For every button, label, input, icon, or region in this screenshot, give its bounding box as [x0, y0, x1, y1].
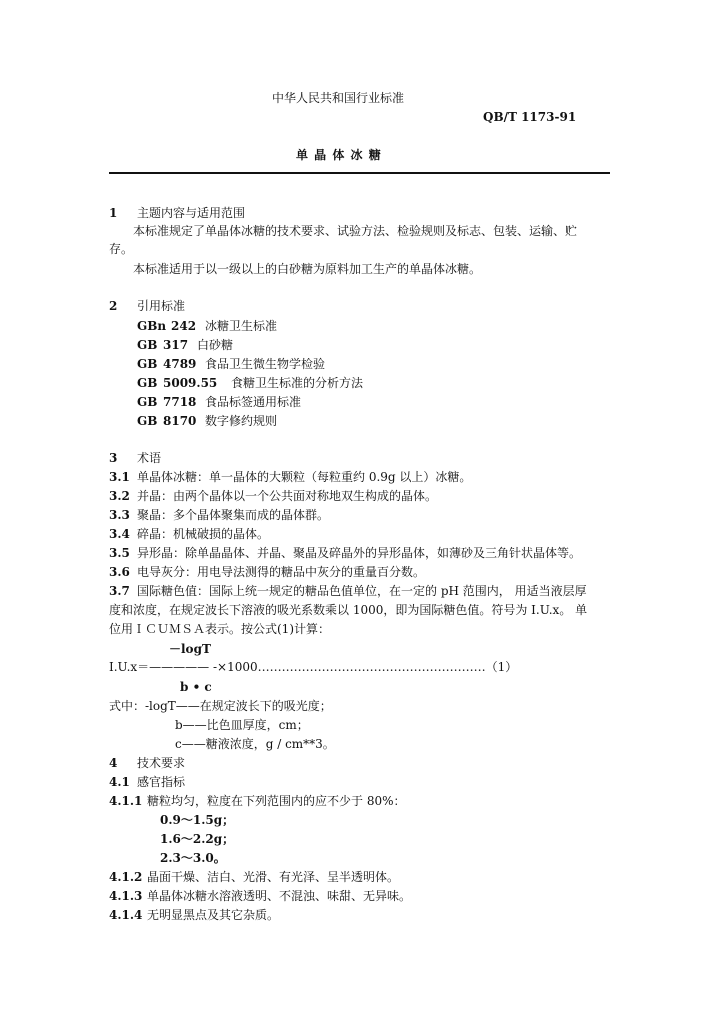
section-number: 2	[109, 299, 118, 313]
reference-item	[137, 336, 233, 354]
term-item	[109, 506, 329, 524]
requirement-item	[109, 887, 411, 905]
reference-prefix: GB	[137, 395, 158, 409]
requirement-text: 糖粒均匀，粒度在下列范围内的应不少于 80%：	[147, 794, 406, 808]
term-item	[109, 487, 437, 505]
reference-number: 317	[163, 338, 189, 352]
formula-legend: b——比色皿厚度，cm；	[175, 718, 309, 732]
reference-number: 7718	[163, 395, 197, 409]
requirement-number: 4.1.2	[109, 870, 143, 884]
size-range: 1.6～2.2g；	[160, 832, 235, 846]
reference-number: 4789	[163, 357, 197, 371]
section-title: 技术要求	[137, 756, 186, 770]
reference-title: 数字修约规则	[205, 414, 278, 428]
section-number: 3	[109, 451, 118, 465]
section-3-heading	[109, 449, 161, 467]
reference-item	[137, 317, 277, 335]
section-4-heading	[109, 754, 185, 772]
term-item	[109, 468, 471, 486]
term-text: 国际糖色值：国际上统一规定的糖品色值单位，在一定的 pH 范围内， 用适当液层厚	[137, 584, 587, 598]
reference-title: 冰糖卫生标准	[205, 319, 278, 333]
term-number: 3.3	[109, 508, 130, 522]
reference-item	[137, 355, 325, 373]
term-text: 电导灰分：用电导法测得的糖品中灰分的重量百分数。	[137, 565, 426, 579]
requirement-text: 无明显黑点及其它杂质。	[147, 908, 280, 922]
formula-denominator: b • c	[180, 680, 212, 694]
formula-legend: c——糖液浓度，g / cm**3。	[175, 737, 335, 751]
reference-prefix: GBn	[137, 319, 167, 333]
section-2-heading	[109, 297, 185, 315]
paragraph-line: 本标准规定了单晶体冰糖的技术要求、试验方法、检验规则及标志、包装、运输、贮	[133, 224, 578, 238]
term-number: 3.6	[109, 565, 130, 579]
header-divider	[109, 172, 610, 174]
term-text: 单晶体冰糖：单一晶体的大颗粒（每粒重约 0.9g 以上）冰糖。	[137, 470, 472, 484]
requirement-number: 4.1.4	[109, 908, 143, 922]
reference-prefix: GB	[137, 338, 158, 352]
term-text: 并晶：由两个晶体以一个公共面对称地双生构成的晶体。	[137, 489, 438, 503]
standard-code: QB/T 1173-91	[483, 110, 577, 124]
term-text: 聚晶：多个晶体聚集而成的晶体群。	[137, 508, 330, 522]
subsection-heading	[109, 773, 185, 791]
term-item	[109, 544, 581, 562]
paragraph-line: 位用ＩＣＵＭＳＡ表示。按公式(1)计算：	[109, 622, 330, 636]
reference-title: 食糖卫生标准的分析方法	[231, 376, 364, 390]
section-title: 术语	[137, 451, 162, 465]
requirement-text: 晶面干燥、洁白、光滑、有光泽、呈半透明体。	[147, 870, 400, 884]
paragraph-line: 本标准适用于以一级以上的白砂糖为原料加工生产的单晶体冰糖。	[133, 262, 482, 276]
reference-title: 食品标签通用标准	[205, 395, 302, 409]
page-title: 单 晶 体 冰 糖	[296, 148, 382, 162]
requirement-item	[109, 792, 406, 810]
section-number: 1	[109, 206, 118, 220]
formula-numerator: －logT	[169, 642, 211, 656]
term-text: 碎晶：机械破损的晶体。	[137, 527, 270, 541]
reference-item	[137, 393, 301, 411]
term-text: 异形晶：除单晶晶体、并晶、聚晶及碎晶外的异形晶体，如薄砂及三角针状晶体等。	[137, 546, 582, 560]
term-item	[109, 582, 587, 600]
requirement-text: 单晶体冰糖水溶液透明、不混浊、味甜、无异味。	[147, 889, 412, 903]
reference-prefix: GB	[137, 414, 158, 428]
size-range: 0.9～1.5g；	[160, 813, 235, 827]
reference-number: 5009.55	[163, 376, 218, 390]
term-number: 3.2	[109, 489, 130, 503]
term-number: 3.5	[109, 546, 130, 560]
paragraph-line: 度和浓度，在规定波长下溶液的吸光系数乘以 1000，即为国际糖色值。符号为 I.U.x。 单	[109, 603, 588, 617]
section-title: 引用标准	[137, 299, 186, 313]
requirement-number: 4.1.3	[109, 889, 143, 903]
paragraph-line: 存。	[109, 242, 134, 256]
publisher-line: 中华人民共和国行业标准	[272, 91, 405, 105]
section-1-heading	[109, 204, 245, 222]
section-title: 主题内容与适用范围	[137, 206, 246, 220]
reference-number: 242	[171, 319, 197, 333]
reference-title: 食品卫生微生物学检验	[205, 357, 326, 371]
term-number: 3.7	[109, 584, 130, 598]
requirement-item	[109, 906, 279, 924]
reference-title: 白砂糖	[197, 338, 234, 352]
term-item	[109, 563, 425, 581]
subsection-number: 4.1	[109, 775, 130, 789]
reference-item	[137, 412, 277, 430]
reference-item	[137, 374, 363, 392]
reference-prefix: GB	[137, 357, 158, 371]
term-number: 3.1	[109, 470, 130, 484]
section-number: 4	[109, 756, 118, 770]
requirement-number: 4.1.1	[109, 794, 143, 808]
term-item	[109, 525, 269, 543]
term-number: 3.4	[109, 527, 130, 541]
reference-number: 8170	[163, 414, 197, 428]
requirement-item	[109, 868, 399, 886]
formula-main: I.U.x＝————— -×1000…………………………………………………（1）	[109, 660, 518, 674]
size-range: 2.3～3.0。	[160, 851, 226, 865]
formula-legend: 式中：-logT——在规定波长下的吸光度；	[109, 699, 332, 713]
subsection-title: 感官指标	[137, 775, 186, 789]
reference-prefix: GB	[137, 376, 158, 390]
